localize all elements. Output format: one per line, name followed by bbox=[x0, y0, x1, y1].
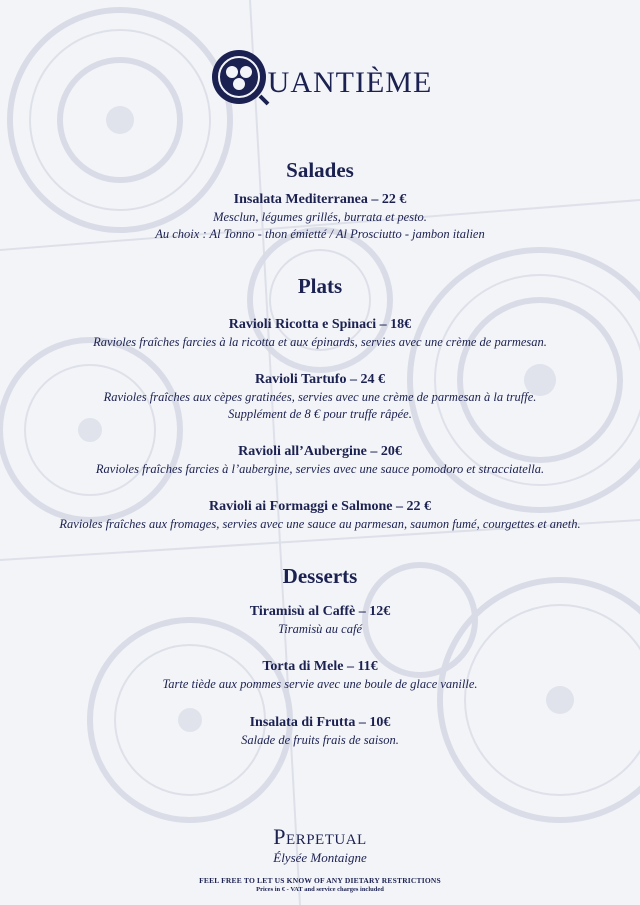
dish-name: Ravioli Tartufo – 24 € bbox=[255, 372, 385, 387]
dish-name: Insalata di Frutta – 10€ bbox=[249, 715, 391, 730]
dish-description: Supplément de 8 € pour truffe râpée. bbox=[228, 407, 412, 421]
section-title-desserts: Desserts bbox=[282, 564, 358, 588]
dish-description: Ravioles fraîches farcies à l’aubergine, servies avec une sauce pomodoro et stracciatella. bbox=[95, 462, 545, 476]
dietary-note: FEEL FREE TO LET US KNOW OF ANY DIETARY RESTRICTIONS bbox=[199, 876, 441, 885]
brand-logo bbox=[0, 44, 640, 110]
section-title-salades: Salades bbox=[286, 158, 354, 182]
dish-description: Ravioles fraîches aux cèpes gratinées, servies avec une crème de parmesan à la truffe. bbox=[103, 390, 537, 404]
dish-description: Tiramisù au café bbox=[277, 622, 363, 636]
dish-name: Ravioli all’Aubergine – 20€ bbox=[238, 444, 402, 459]
dish-name: Insalata Mediterranea – 22 € bbox=[233, 192, 407, 207]
section-title-plats: Plats bbox=[297, 274, 343, 298]
menu-item bbox=[0, 657, 640, 693]
menu-item bbox=[0, 370, 640, 423]
dish-description: Salade de fruits frais de saison. bbox=[241, 733, 399, 747]
dish-name: Ravioli ai Formaggi e Salmone – 22 € bbox=[208, 499, 432, 514]
dish-description: Mesclun, légumes grillés, burrata et pesto. bbox=[213, 210, 427, 224]
dish-name: Ravioli Ricotta e Spinaci – 18€ bbox=[228, 317, 412, 332]
menu-item bbox=[0, 602, 640, 638]
menu-item bbox=[0, 315, 640, 351]
dish-description: Tarte tiède aux pommes servie avec une boule de glace vanille. bbox=[162, 677, 478, 691]
quantieme-logo-icon bbox=[208, 46, 270, 108]
dish-name: Torta di Mele – 11€ bbox=[262, 659, 378, 674]
brand-name: UANTIÈME bbox=[267, 66, 433, 99]
dish-description: Ravioles fraîches farcies à la ricotta et aux épinards, servies avec une crème de parmesan. bbox=[93, 335, 547, 349]
menu-item bbox=[0, 442, 640, 478]
menu-item bbox=[0, 190, 640, 243]
prices-note: Prices in € - VAT and service charges included bbox=[256, 886, 384, 893]
dish-name: Tiramisù al Caffè – 12€ bbox=[249, 604, 391, 619]
footer-brand-logo: Perpetual bbox=[273, 824, 367, 849]
dish-description: Ravioles fraîches aux fromages, servies avec une sauce au parmesan, saumon fumé, courgettes et aneth. bbox=[59, 517, 581, 531]
menu-item bbox=[0, 713, 640, 749]
dish-description: Au choix : Al Tonno - thon émietté / Al Prosciutto - jambon italien bbox=[155, 227, 485, 241]
menu-item bbox=[0, 497, 640, 533]
footer-subtitle: Élysée Montaigne bbox=[273, 850, 367, 865]
